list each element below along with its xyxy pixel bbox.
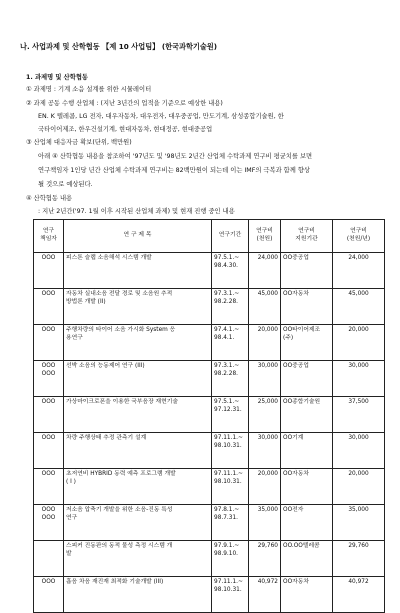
cell-fund: 24,000 — [249, 253, 281, 289]
cell-period-line-2: 98.9.10. — [214, 550, 238, 557]
cell-title — [64, 577, 212, 613]
cell-org-line-1: OO자동차 — [283, 471, 309, 477]
cell-title — [64, 253, 212, 289]
cell-pi-line-1: OOO — [41, 435, 56, 441]
cell-annual: 45,000 — [333, 289, 385, 325]
header-fund-line-2: (천원) — [256, 236, 273, 242]
cell-annual: 20,000 — [333, 469, 385, 505]
cell-period-line-1: 97.11.1.~ — [214, 471, 243, 477]
cell-org — [281, 433, 333, 469]
cell-period-line-2: 98.10.31. — [214, 586, 242, 593]
header-org-line-2: 지원기관 — [295, 236, 318, 242]
cell-title-line-1: 차량 주행상태 추정 관측기 설계 — [66, 435, 147, 441]
cell-period-line-2: 98.4.1. — [214, 334, 235, 341]
cell-org — [281, 289, 333, 325]
cell-pi-line-1: OOO — [41, 327, 56, 333]
header-annual — [333, 220, 385, 253]
cell-period — [212, 397, 249, 433]
cell-pi-line-1: OOO — [41, 363, 56, 369]
cell-title-line-1: 스피커 진동판의 동적 물성 측정 시스템 개 — [66, 543, 173, 549]
cell-pi-line-1: OOO — [41, 471, 56, 477]
table-row — [34, 469, 385, 505]
cell-fund: 35,000 — [249, 505, 281, 541]
cell-pi — [34, 397, 64, 433]
funds-paragraph-line-2: 연구책임자 1인당 년간 산업체 수탁과제 연구비는 82백만원이 되는데 이는 IMF의 극복과 함께 향상 — [38, 167, 311, 174]
table-row — [34, 325, 385, 361]
cell-pi — [34, 505, 64, 541]
cell-title-line-1: 자동차 실내소음 전달 경로 및 소음원 추적 — [66, 291, 173, 297]
cell-annual: 35,000 — [333, 505, 385, 541]
cell-title — [64, 433, 212, 469]
cell-period — [212, 433, 249, 469]
cell-period — [212, 577, 249, 613]
cell-org-line-1: OO.OO텔레콤 — [283, 543, 320, 549]
cell-title-line-1: 흡음 차음 재진재 최적화 기술개발 (III) — [66, 579, 164, 585]
table-row — [34, 289, 385, 325]
header-period: 연구기간 — [212, 220, 249, 253]
cell-annual: 30,000 — [333, 433, 385, 469]
header-fund — [249, 220, 281, 253]
table-row — [34, 397, 385, 433]
item-project-name: ① 과제명 : 기계 소음 설계를 위한 시뮬레이터 — [26, 86, 152, 93]
cell-title-line-1: 가상마이크로폰을 이용한 국부음장 재현기술 — [66, 399, 178, 405]
cell-period-line-2: 98.2.28. — [214, 370, 238, 377]
cell-title-line-1: 선박 소음의 능동제어 연구 (III) — [66, 363, 145, 369]
cell-pi-line-1: OOO — [41, 255, 56, 261]
cell-pi — [34, 433, 64, 469]
cell-pi-line-1: OOO — [41, 399, 56, 405]
header-annual-line-1: 연구비 — [350, 228, 367, 235]
cell-pi — [34, 253, 64, 289]
cell-annual: 20,000 — [333, 325, 385, 361]
cell-period — [212, 469, 249, 505]
cell-pi-line-2: OOO — [41, 514, 56, 521]
cell-org — [281, 361, 333, 397]
cell-title — [64, 397, 212, 433]
cell-fund: 30,000 — [249, 433, 281, 469]
heading-project-and-cooperation: 1. 과제명 및 산학협동 — [26, 74, 89, 81]
cell-org-line-1: OO자동차 — [283, 579, 309, 585]
table-header-row — [34, 220, 385, 253]
cell-org — [281, 577, 333, 613]
table-row — [34, 541, 385, 577]
cell-pi — [34, 289, 64, 325]
cell-org-line-1: OO종합기술원 — [283, 399, 321, 405]
cell-pi — [34, 325, 64, 361]
cell-org — [281, 505, 333, 541]
cell-period — [212, 361, 249, 397]
cell-pi — [34, 469, 64, 505]
cell-period — [212, 325, 249, 361]
cell-period-line-1: 97.5.1.~ — [214, 255, 240, 261]
cell-period-line-1: 97.11.1.~ — [214, 579, 243, 585]
partner-list-line-1: EN. K 텔레콤, LG 전자, 대우자동차, 대우전자, 대우중공업, 만도기계, 삼성종합기술원, 한 — [38, 113, 284, 120]
cell-org-line-2: (주) — [283, 334, 294, 341]
header-title: 연 구 제 목 — [64, 220, 212, 253]
item-cooperation-content: ④ 산학협동 내용 — [26, 195, 73, 202]
cell-period-line-2: 98.10.31. — [214, 442, 242, 449]
cell-title-line-2: ( I ) — [66, 478, 76, 485]
cell-title-line-2: 방법론 개발 (II) — [66, 298, 106, 305]
header-fund-line-1: 연구비 — [256, 228, 273, 235]
header-pi-line-2: 책임자 — [40, 236, 57, 242]
item-partner-companies: ② 과제 공동 수행 산업체 : (지난 3년간의 업적을 기준으로 예상한 내용) — [26, 100, 223, 107]
cell-annual: 37,500 — [333, 397, 385, 433]
header-org — [281, 220, 333, 253]
header-annual-line-2: (천원/년) — [346, 236, 371, 242]
cell-org — [281, 397, 333, 433]
cell-pi-line-1: OOO — [41, 579, 56, 585]
cell-period — [212, 253, 249, 289]
item-matching-funds: ③ 산업체 대응자금 확보(단위, 백만원) — [26, 139, 132, 146]
cell-period-line-2: 98.4.30. — [214, 262, 238, 269]
cell-title — [64, 361, 212, 397]
cell-fund: 45,000 — [249, 289, 281, 325]
funds-paragraph-line-3: 될 것으로 예상된다. — [38, 181, 93, 188]
cell-fund: 30,000 — [249, 361, 281, 397]
table-row — [34, 361, 385, 397]
funds-paragraph-line-1: 아래 ④ 산학협동 내용을 참조하여 '97년도 및 '98년도 2년간 산업체 수탁과제 연구비 평균치를 보면 — [38, 153, 313, 160]
table-row — [34, 577, 385, 613]
cell-title — [64, 289, 212, 325]
cell-period-line-1: 97.9.1.~ — [214, 543, 240, 549]
header-pi-line-1: 연구 — [42, 228, 55, 235]
cell-org-line-1: OO중공업 — [283, 255, 309, 261]
table-row — [34, 253, 385, 289]
cell-annual: 30,000 — [333, 361, 385, 397]
cell-period-line-1: 97.5.1.~ — [214, 399, 240, 405]
cell-title — [64, 541, 212, 577]
cell-title — [64, 469, 212, 505]
table-row — [34, 505, 385, 541]
cell-title-line-1: 피스톤 슬랩 소음해석 시스템 개발 — [66, 255, 152, 261]
cell-pi-line-1: OOO — [41, 507, 56, 513]
cell-annual: 24,000 — [333, 253, 385, 289]
cell-period-line-1: 97.3.1.~ — [214, 363, 240, 369]
table-body — [34, 253, 385, 613]
cell-title — [64, 505, 212, 541]
cell-fund: 20,000 — [249, 469, 281, 505]
cell-title-line-2: 연구 — [66, 514, 78, 521]
cell-pi — [34, 361, 64, 397]
cell-org — [281, 325, 333, 361]
cell-period — [212, 505, 249, 541]
cell-org-line-1: OO타이어제조 — [283, 327, 321, 333]
cell-title — [64, 325, 212, 361]
cell-title-line-1: 초저연비 HYBRID 동력 예측 프로그램 개발 — [66, 471, 176, 477]
cell-title-line-1: 저소음 압축기 개발을 위한 소음-진동 특성 — [66, 507, 173, 513]
cell-org — [281, 469, 333, 505]
cell-period-line-2: 97.12.31. — [214, 406, 242, 413]
cell-period — [212, 541, 249, 577]
cell-pi-line-2: OOO — [41, 370, 56, 377]
cell-annual: 40,972 — [333, 577, 385, 613]
cell-fund: 29,760 — [249, 541, 281, 577]
cell-period-line-1: 97.11.1.~ — [214, 435, 243, 441]
table-row — [34, 433, 385, 469]
cell-title-line-2: 용연구 — [66, 334, 83, 341]
partner-list-line-2: 국타이어제조, 한우건설기계, 현대자동차, 현대정공, 현대중공업 — [38, 126, 213, 133]
cell-org-line-1: OO전자 — [283, 507, 304, 513]
cell-title-line-1: 주행차량의 타이어 소음 가시화 System 응 — [66, 327, 176, 333]
cell-period-line-1: 97.3.1.~ — [214, 291, 240, 297]
cell-period — [212, 289, 249, 325]
cell-org — [281, 541, 333, 577]
cell-pi-line-1: OOO — [41, 291, 56, 297]
cell-period-line-1: 97.8.1.~ — [214, 507, 240, 513]
cell-org-line-1: OO기계 — [283, 435, 304, 441]
cell-org — [281, 253, 333, 289]
cell-pi — [34, 577, 64, 613]
cell-org-line-1: OO자동차 — [283, 291, 309, 297]
section-title: 나. 사업과제 및 산학협동 【제 10 사업팀】 (한국과학기술원) — [20, 42, 218, 51]
header-pi — [34, 220, 64, 253]
cell-org-line-1: OO중공업 — [283, 363, 309, 369]
cell-fund: 20,000 — [249, 325, 281, 361]
cell-title-line-2: 발 — [66, 550, 72, 557]
cell-fund: 25,000 — [249, 397, 281, 433]
industry-projects-table — [33, 219, 385, 613]
cell-period-line-2: 98.2.28. — [214, 298, 238, 305]
cell-period-line-2: 98.10.31. — [214, 478, 242, 485]
header-org-line-1: 연구비 — [298, 228, 315, 235]
cell-period-line-2: 98.7.31. — [214, 514, 238, 521]
cell-fund: 40,972 — [249, 577, 281, 613]
cell-pi — [34, 541, 64, 577]
cooperation-note: : 지난 2년간('97. 1월 이후 시작된 산업체 과제) 및 현재 진행 중인 내용 — [38, 208, 235, 215]
cell-period-line-1: 97.4.1.~ — [214, 327, 240, 333]
cell-annual: 29,760 — [333, 541, 385, 577]
